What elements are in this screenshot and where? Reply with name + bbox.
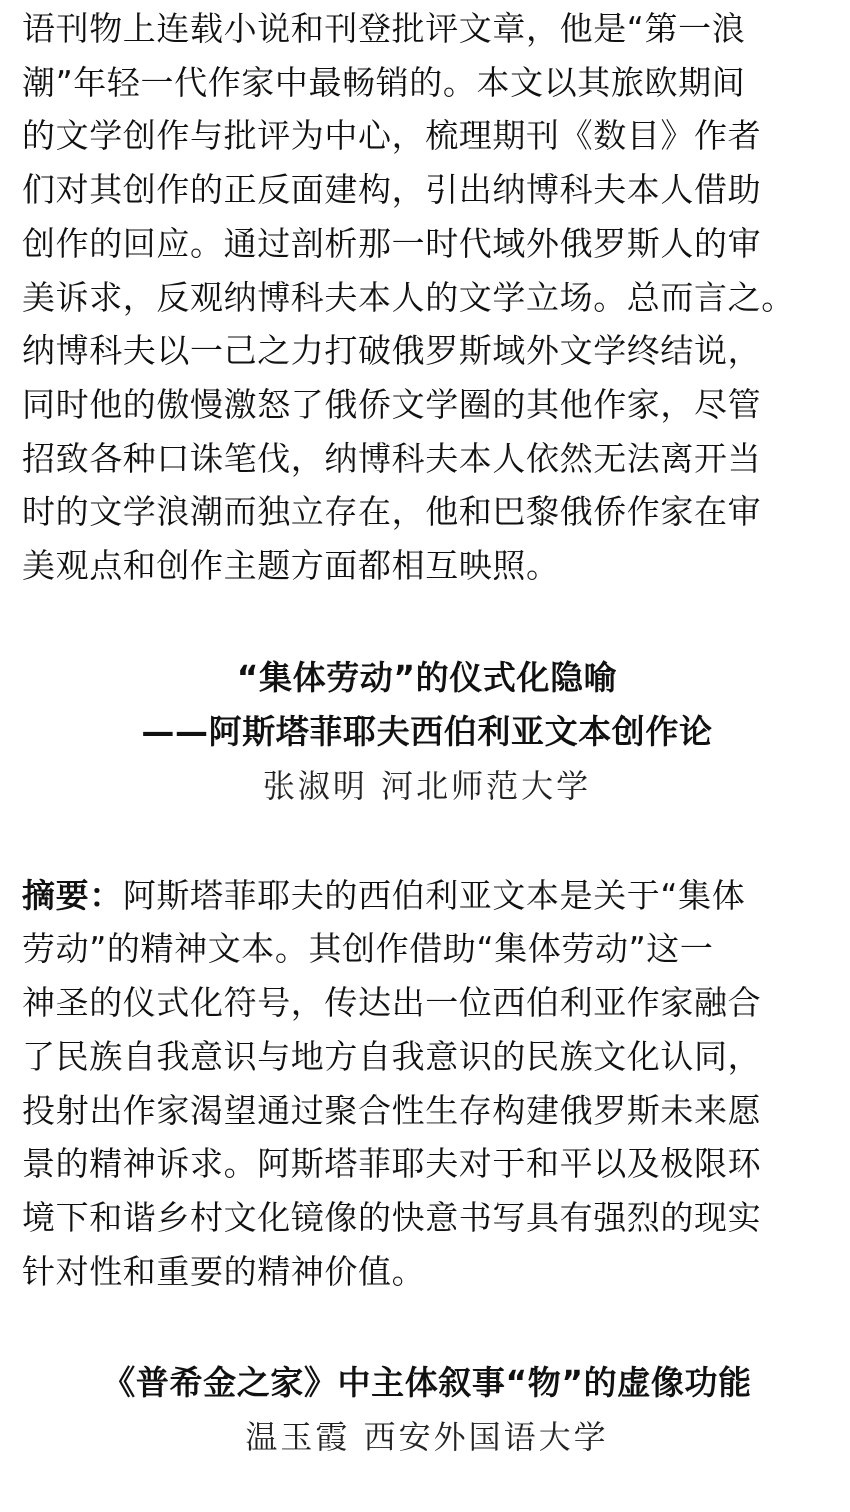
paragraph-line: 的文学创作与批评为中心，梳理期刊《数目》作者 bbox=[22, 116, 762, 156]
section-spacer bbox=[22, 813, 832, 869]
paragraph-line: 劳动”的精神文本。其创作借助“集体劳动”这一 bbox=[22, 929, 714, 969]
section-spacer bbox=[22, 593, 832, 651]
abstract-label: 摘要： bbox=[22, 875, 123, 915]
paragraph-line: 了民族自我意识与地方自我意识的民族文化认同， bbox=[22, 1036, 762, 1076]
paragraph-line: 们对其创作的正反面建构，引出纳博科夫本人借助 bbox=[22, 170, 762, 210]
article-2-header bbox=[22, 651, 832, 813]
paragraph-line bbox=[22, 869, 832, 923]
paragraph-line: 创作的回应。通过剖析那一时代域外俄罗斯人的审 bbox=[22, 223, 762, 263]
paragraph-line: 招致各种口诛笔伐，纳博科夫本人依然无法离开当 bbox=[22, 438, 762, 478]
paragraph-line: 潮”年轻一代作家中最畅销的。本文以其旅欧期间 bbox=[22, 62, 746, 102]
article-author: 温玉霞 西安外国语大学 bbox=[245, 1418, 609, 1457]
paragraph-line: 景的精神诉求。阿斯塔菲耶夫对于和平以及极限环 bbox=[22, 1144, 762, 1184]
paragraph-line: 时的文学浪潮而独立存在，他和巴黎俄侨作家在审 bbox=[22, 492, 762, 532]
paragraph-line: 语刊物上连载小说和刊登批评文章，他是“第一浪 bbox=[22, 9, 746, 48]
article-title: 《普希金之家》中主体叙事“物”的虚像功能 bbox=[102, 1363, 752, 1403]
paragraph-line: 美观点和创作主题方面都相互映照。 bbox=[22, 546, 560, 586]
paragraph-line: 同时他的傲慢激怒了俄侨文学圈的其他作家，尽管 bbox=[22, 384, 762, 424]
article-author: 张淑明 河北师范大学 bbox=[262, 766, 592, 805]
paragraph-line: 纳博科夫以一己之力打破俄罗斯域外文学终结说， bbox=[22, 331, 762, 371]
abstract-paragraph bbox=[22, 869, 832, 1299]
article-3-header bbox=[22, 1356, 832, 1464]
paragraph-line: 美诉求，反观纳博科夫本人的文学立场。总而言之。 bbox=[22, 277, 795, 317]
section-spacer bbox=[22, 1298, 832, 1356]
paragraph-line: 投射出作家渴望通过聚合性生存构建俄罗斯未来愿 bbox=[22, 1090, 762, 1130]
paragraph-line: 针对性和重要的精神价值。 bbox=[22, 1251, 426, 1291]
article-title: “集体劳动”的仪式化隐喻 bbox=[236, 657, 618, 697]
intro-paragraph bbox=[22, 0, 832, 593]
paragraph-line: 神圣的仪式化符号，传达出一位西伯利亚作家融合 bbox=[22, 983, 762, 1023]
abstract-text: 阿斯塔菲耶夫的西伯利亚文本是关于“集体 bbox=[122, 875, 746, 915]
article-subtitle: ——阿斯塔菲耶夫西伯利亚文本创作论 bbox=[141, 711, 713, 751]
document-page bbox=[22, 0, 832, 1464]
paragraph-line: 境下和谐乡村文化镜像的快意书写具有强烈的现实 bbox=[22, 1197, 762, 1237]
